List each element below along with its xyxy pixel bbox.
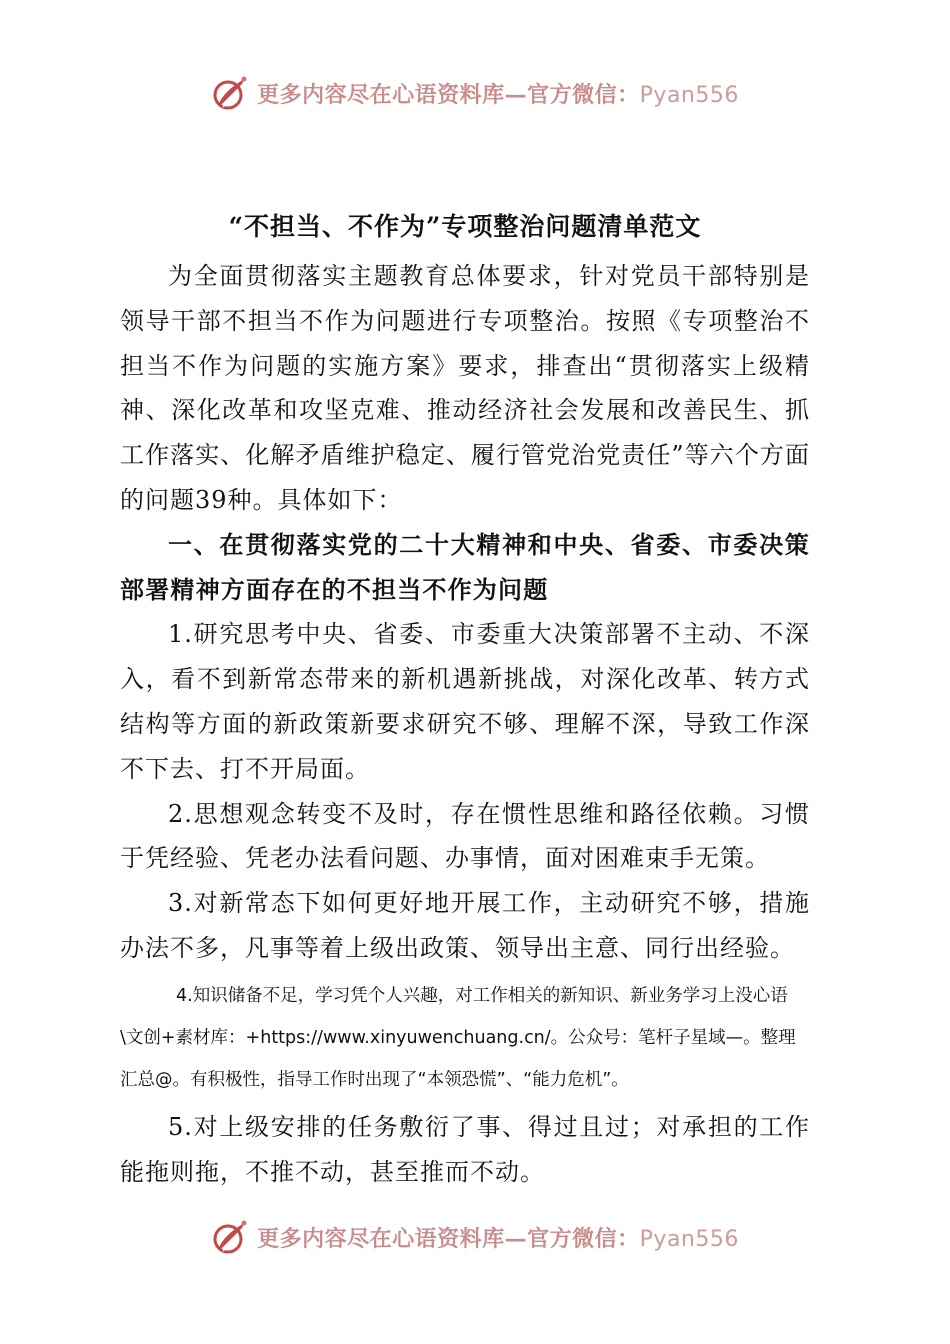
watermark-footer xyxy=(0,1214,950,1260)
watermark-text: 更多内容尽在心语资料库—官方微信：Pyan556 xyxy=(257,81,739,108)
section-heading: 一、在贯彻落实党的二十大精神和中央、省委、市委决策部署精神方面存在的不担当不作为问题 xyxy=(120,529,810,604)
watermark-wechat-id: Pyan556 xyxy=(639,1226,739,1252)
list-item-4: 4.知识储备不足，学习凭个人兴趣，对工作相关的新知识、新业务学习上没心语\文创+素材库：+https://www.xinyuwenchuang.cn/。公众号：笔杆子星域—。整理汇总@。有积极性，指导工作时出现了“本领恐慌”、“能力危机”。 xyxy=(120,985,796,1090)
watermark-header xyxy=(0,70,950,116)
list-item-3: 3.对新常态下如何更好地开展工作，主动研究不够，措施办法不多，凡事等着上级出政策、领导出主意、同行出经验。 xyxy=(120,889,810,962)
intro-paragraph: 为全面贯彻落实主题教育总体要求，针对党员干部特别是领导干部不担当不作为问题进行专项整治。按照《专项整治不担当不作为问题的实施方案》要求，排查出“贯彻落实上级精神、深化改革和攻坚克难、推动经济社会发展和改善民生、抓工作落实、化解矛盾维护稳定、履行管党治党责任”等六个方面的问题39种。具体如下： xyxy=(120,262,810,514)
watermark-text: 更多内容尽在心语资料库—官方微信：Pyan556 xyxy=(257,1225,739,1252)
pen-logo-icon xyxy=(211,73,251,113)
document-title: “不担当、不作为”专项整治问题清单范文 xyxy=(228,212,702,241)
list-item-1: 1.研究思考中央、省委、市委重大决策部署不主动、不深入，看不到新常态带来的新机遇新挑战，对深化改革、转方式结构等方面的新政策新要求研究不够、理解不深，导致工作深不下去、打不开局面。 xyxy=(120,620,810,783)
list-item-2: 2.思想观念转变不及时，存在惯性思维和路径依赖。习惯于凭经验、凭老办法看问题、办事情，面对困难束手无策。 xyxy=(120,799,810,873)
pen-logo-icon xyxy=(211,1217,251,1257)
document-body xyxy=(120,206,810,1194)
watermark-wechat-id: Pyan556 xyxy=(639,82,739,108)
list-item-5: 5.对上级安排的任务敷衍了事、得过且过；对承担的工作能拖则拖，不推不动，甚至推而不动。 xyxy=(120,1112,810,1186)
